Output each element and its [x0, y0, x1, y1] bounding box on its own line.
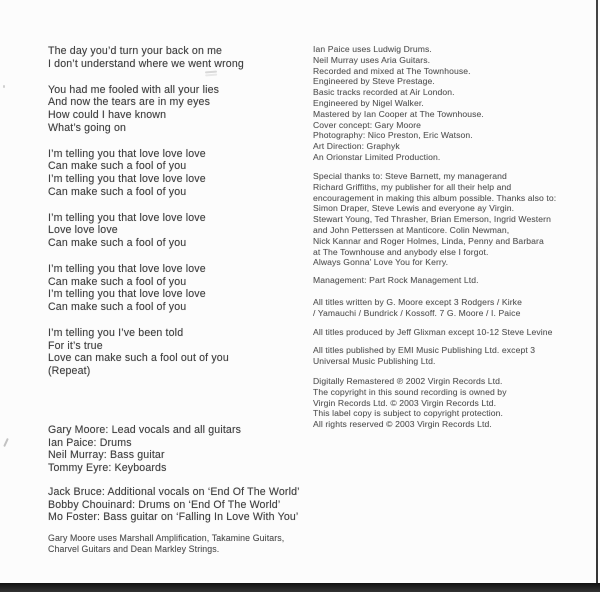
- production-credit-line: An Orionstar Limited Production.: [313, 151, 441, 162]
- lyrics-line: The day you’d turn your back on me: [48, 45, 223, 57]
- lyrics-stanza: [48, 327, 244, 377]
- equipment-note-line: Gary Moore uses Marshall Amplification, Takamine Guitars,: [48, 533, 285, 543]
- band-credit-line: Gary Moore: Lead vocals and all guitars: [48, 424, 242, 436]
- production-credits-block: [313, 44, 484, 163]
- copyright-notice-line: Digitally Remastered ℗ 2002 Virgin Records Ltd.: [313, 376, 503, 386]
- lyrics-line: Can make such a fool of you: [48, 160, 187, 173]
- copyright-notice-line: All rights reserved © 2003 Virgin Records Ltd.: [313, 419, 492, 430]
- lyrics-stanza: [48, 84, 244, 134]
- special-thanks-line: encouragement in making this album possible. Thanks also to:: [313, 192, 557, 203]
- lyrics-line: You had me fooled with all your lies: [48, 83, 220, 96]
- scan-artifact: [3, 438, 9, 447]
- copyright-notice-line: This label copy is subject to copyright protection.: [313, 408, 503, 419]
- special-thanks-line: Always Gonna’ Love You for Kerry.: [313, 257, 449, 268]
- lyrics-line: For it’s true: [48, 339, 103, 352]
- lyrics-line: And now the tears are in my eyes: [48, 96, 211, 109]
- lyrics-stanza: [48, 212, 244, 250]
- titles-written-line: / Yamauchi / Bundrick / Kossoff. 7 G. Moore / I. Paice: [313, 307, 521, 318]
- lyrics-line: What’s going on: [48, 121, 127, 134]
- scan-artifact: [3, 85, 5, 88]
- lyrics-block: [48, 45, 244, 391]
- lyrics-line: I don’t understand where we went wrong: [48, 57, 244, 70]
- titles-written-block: [313, 297, 522, 319]
- copyright-notice-block: [313, 376, 507, 430]
- equipment-note-block: [48, 533, 284, 556]
- special-thanks-line: Special thanks to: Steve Barnett, my managerand: [313, 171, 507, 181]
- titles-published-line: Universal Music Publishing Ltd.: [313, 355, 436, 366]
- titles-produced-block: [313, 327, 553, 338]
- lyrics-line: Can make such a fool of you: [48, 300, 187, 313]
- titles-written-line: All titles written by G. Moore except 3 Rodgers / Kirke: [313, 297, 522, 307]
- band-credits-block: [48, 424, 241, 474]
- guest-credits-block: [48, 486, 300, 524]
- special-thanks-block: [313, 171, 556, 268]
- production-credit-line: Cover concept: Gary Moore: [313, 119, 422, 130]
- titles-published-block: [313, 345, 535, 367]
- titles-published-line: All titles published by EMI Music Publishing Ltd. except 3: [313, 345, 536, 355]
- titles-produced-line: All titles produced by Jeff Glixman except 10-12 Steve Levine: [313, 327, 553, 337]
- lyrics-line: Can make such a fool of you: [48, 185, 187, 198]
- production-credit-line: Ian Paice uses Ludwig Drums.: [313, 44, 432, 54]
- lyrics-line: I’m telling you that love love love: [48, 288, 206, 301]
- band-credit-line: Ian Paice: Drums: [48, 436, 132, 449]
- special-thanks-line: at The Townhouse and anybody else I forgot.: [313, 246, 489, 257]
- lyrics-stanza: [48, 148, 244, 198]
- special-thanks-line: Stewart Young, Ted Thrasher, Brian Emerson, Ingrid Western: [313, 214, 551, 225]
- special-thanks-line: Nick Kannar and Roger Holmes, Linda, Penny and Barbara: [313, 235, 544, 246]
- production-credit-line: Engineered by Nigel Walker.: [313, 97, 424, 108]
- lyrics-line: I’m telling you that love love love: [48, 172, 206, 185]
- production-credit-line: Neil Murray uses Aria Guitars.: [313, 54, 431, 65]
- special-thanks-line: Richard Griffiths, my publisher for all their help and: [313, 181, 512, 192]
- band-credit-line: Tommy Eyre: Keyboards: [48, 461, 167, 474]
- lyrics-line: Can make such a fool of you: [48, 236, 187, 249]
- special-thanks-line: and John Petterssen at Manticore. Colin Newman,: [313, 224, 510, 235]
- scan-bottom-border: [0, 583, 600, 592]
- lyrics-line: I’m telling you that love love love: [48, 263, 206, 276]
- lyrics-stanza: [48, 263, 244, 313]
- lyrics-line: How could I have known: [48, 108, 167, 121]
- production-credit-line: Art Direction: Graphyk: [313, 141, 400, 152]
- copyright-notice-line: The copyright in this sound recording is owned by: [313, 386, 507, 397]
- lyrics-stanza: [48, 45, 244, 70]
- guest-credit-line: Mo Foster: Bass guitar on ‘Falling In Love With You’: [48, 511, 299, 524]
- lyrics-line: I’m telling you I’ve been told: [48, 327, 184, 340]
- special-thanks-line: Simon Draper, Steve Lewis and everyone ay Virgin.: [313, 203, 515, 214]
- production-credit-line: Engineered by Steve Prestage.: [313, 76, 435, 87]
- production-credit-line: Basic tracks recorded at Air London.: [313, 87, 455, 98]
- guest-credit-line: Jack Bruce: Additional vocals on ‘End Of The World’: [48, 486, 300, 498]
- copyright-notice-line: Virgin Records Ltd. © 2003 Virgin Records Ltd.: [313, 397, 497, 408]
- lyrics-line: Love love love: [48, 224, 118, 237]
- lyrics-line: Can make such a fool of you: [48, 275, 187, 288]
- management-line: Management: Part Rock Management Ltd.: [313, 275, 479, 285]
- production-credit-line: Photography: Nico Preston, Eric Watson.: [313, 130, 473, 141]
- equipment-note-line: Charvel Guitars and Dean Markley Strings.: [48, 544, 220, 555]
- guest-credit-line: Bobby Chouinard: Drums on ‘End Of The World’: [48, 498, 281, 511]
- production-credit-line: Recorded and mixed at The Townhouse.: [313, 65, 471, 76]
- band-credit-line: Neil Murray: Bass guitar: [48, 449, 165, 462]
- lyrics-line: I’m telling you that love love love: [48, 211, 206, 224]
- lyrics-line: Love can make such a fool out of you: [48, 352, 229, 365]
- scan-right-edge-line: [596, 0, 598, 592]
- lyrics-line: (Repeat): [48, 364, 91, 377]
- production-credit-line: Mastered by Ian Cooper at The Townhouse.: [313, 108, 484, 119]
- lyrics-line: I’m telling you that love love love: [48, 147, 206, 160]
